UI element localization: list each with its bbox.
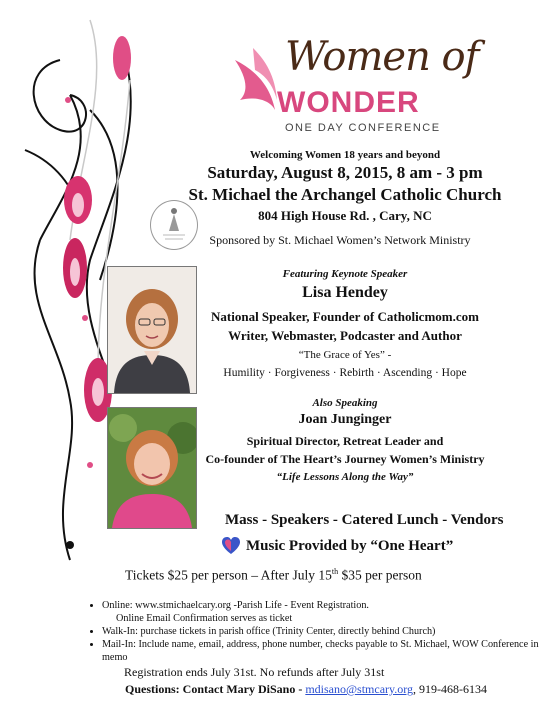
seal-figure-icon <box>151 201 197 249</box>
registration-deadline: Registration ends July 31st. No refunds after July 31st <box>124 665 385 679</box>
logo-wonder: WONDER <box>277 86 420 119</box>
music-row <box>221 536 453 556</box>
event-address: 804 High House Rd. , Cary, NC <box>258 208 432 223</box>
activities-line: Mass - Speakers - Catered Lunch - Vendors <box>225 512 504 528</box>
also-heading: Also Speaking <box>312 397 378 409</box>
also-line2: Co-founder of The Heart’s Journey Women’s Ministry <box>205 452 485 466</box>
questions-prefix: Questions: Contact Mary DiSano - <box>125 682 303 696</box>
registration-online-text: Online: www.stmichaelcary.org -Parish Life - Event Registration. <box>102 600 369 611</box>
registration-list <box>92 599 542 664</box>
ticket-sup: th <box>331 567 339 576</box>
also-name: Joan Junginger <box>298 412 392 427</box>
ticket-suffix: $35 per person <box>338 567 422 583</box>
registration-online <box>102 599 542 625</box>
event-date: Saturday, August 8, 2015, 8 am - 3 pm <box>207 163 483 182</box>
keynote-heading: Featuring Keynote Speaker <box>282 268 408 280</box>
event-venue: St. Michael the Archangel Catholic Church <box>188 185 502 204</box>
ticket-pricing <box>125 567 422 584</box>
contact-email-link[interactable]: mdisano@stmcary.org <box>305 682 414 696</box>
registration-walkin: • Walk-In: purchase tickets in parish office (Trinity Center, directly behind Church) <box>102 625 542 638</box>
ticket-prefix: Tickets $25 per person – After July 15 <box>125 567 332 583</box>
also-talk: “Life Lessons Along the Way” <box>276 471 414 483</box>
welcome-line: Welcoming Women 18 years and beyond <box>249 149 441 161</box>
keynote-name: Lisa Hendey <box>302 284 388 301</box>
heart-icon <box>221 536 241 556</box>
sponsor-line: Sponsored by St. Michael Women’s Network Ministry <box>209 233 471 247</box>
music-line: Music Provided by “One Heart” <box>246 537 454 554</box>
logo-subtitle: ONE DAY CONFERENCE <box>285 122 441 134</box>
keynote-themes: Humility · Forgiveness · Rebirth · Ascending · Hope <box>223 367 467 379</box>
registration-mailin: • Mail-In: Include name, email, address, phone number, checks payable to St. Michael, WOW Conference in memo <box>102 638 542 664</box>
conference-logo <box>225 30 479 140</box>
also-line1: Spiritual Director, Retreat Leader and <box>246 434 444 448</box>
keynote-line2: Writer, Webmaster, Podcaster and Author <box>228 328 462 343</box>
questions-line <box>125 682 487 697</box>
contact-phone: , 919-468-6134 <box>413 682 488 696</box>
ministry-seal <box>150 200 198 250</box>
registration-online-note: Online Email Confirmation serves as ticket <box>116 613 293 624</box>
keynote-talk: “The Grace of Yes” - <box>298 349 392 361</box>
logo-women-of: Women of <box>285 34 479 80</box>
keynote-line1: National Speaker, Founder of Catholicmom.com <box>211 309 479 324</box>
